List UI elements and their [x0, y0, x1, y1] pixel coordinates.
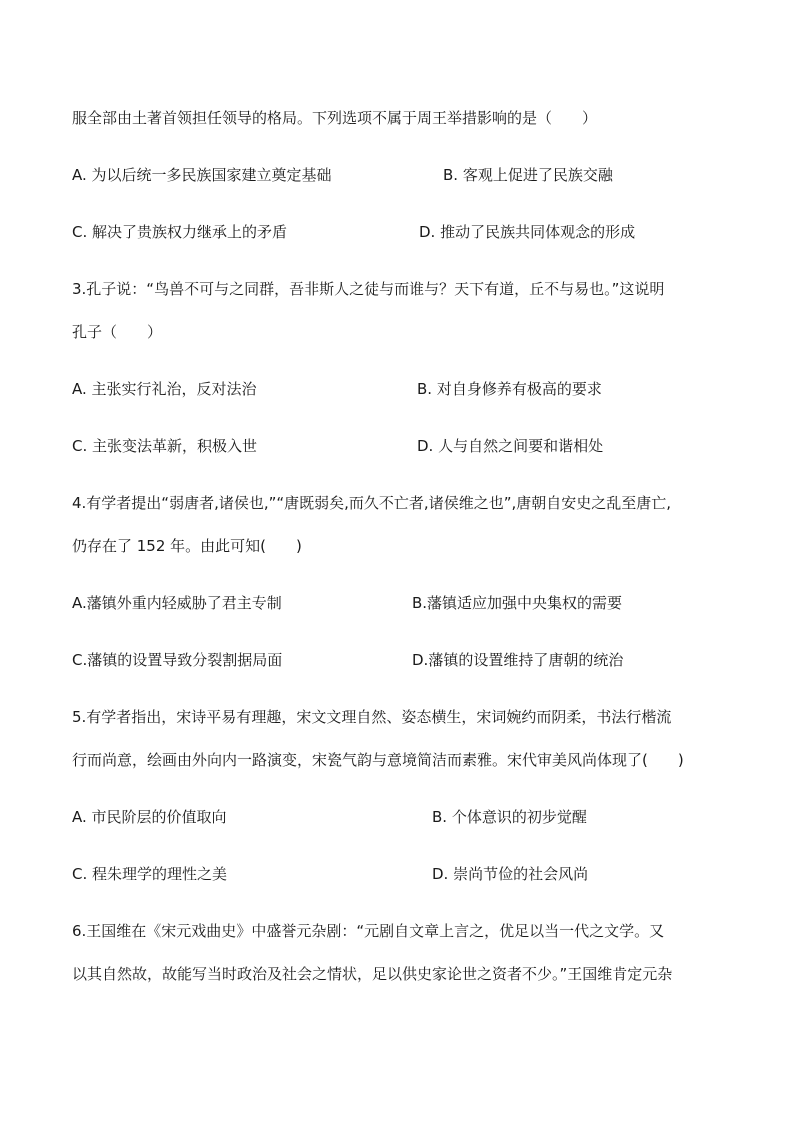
- question-2-option-a: A. 为以后统一多民族国家建立奠定基础: [72, 166, 332, 184]
- question-3-stem-line-2: 孔子（ ）: [72, 323, 163, 341]
- question-6-stem-line-2: 以其自然故，故能写当时政治及社会之情状，足以供史家论世之资者不少。”王国维肯定元杂: [72, 965, 673, 983]
- question-4-stem-line-2: 仍存在了 152 年。由此可知( ): [72, 537, 302, 555]
- question-5-option-b: B. 个体意识的初步觉醒: [432, 808, 587, 826]
- question-5-option-d: D. 崇尚节俭的社会风尚: [432, 865, 589, 883]
- question-5-stem-line-1: 5.有学者指出，宋诗平易有理趣，宋文文理自然、姿态横生，宋词婉约而阴柔，书法行楷流: [72, 708, 672, 726]
- question-3-option-d: D. 人与自然之间要和谐相处: [417, 437, 604, 455]
- question-6-stem-line-1: 6.王国维在《宋元戏曲史》中盛誉元杂剧：“元剧自文章上言之，优足以当一代之文学。又: [72, 922, 665, 940]
- question-2-stem-line: 服全部由土著首领担任领导的格局。下列选项不属于周王举措影响的是（ ）: [72, 109, 598, 127]
- question-2-option-c: C. 解决了贵族权力继承上的矛盾: [72, 223, 288, 241]
- question-2-option-b: B. 客观上促进了民族交融: [443, 166, 613, 184]
- question-4-option-b: B.藩镇适应加强中央集权的需要: [412, 594, 623, 612]
- question-4-option-d: D.藩镇的设置维持了唐朝的统治: [412, 651, 624, 669]
- question-2-option-d: D. 推动了民族共同体观念的形成: [419, 223, 636, 241]
- question-3-stem-line-1: 3.孔子说：“鸟兽不可与之同群，吾非斯人之徒与而谁与？天下有道，丘不与易也。”这说明: [72, 280, 665, 298]
- question-5-option-a: A. 市民阶层的价值取向: [72, 808, 227, 826]
- question-4-stem-line-1: 4.有学者提出“弱唐者,诸侯也,”“唐既弱矣,而久不亡者,诸侯维之也”,唐朝自安史之乱至唐亡,: [72, 494, 672, 512]
- question-5-option-c: C. 程朱理学的理性之美: [72, 865, 228, 883]
- question-4-option-a: A.藩镇外重内轻威胁了君主专制: [72, 594, 282, 612]
- question-4-option-c: C.藩镇的设置导致分裂割据局面: [72, 651, 283, 669]
- question-3-option-a: A. 主张实行礼治，反对法治: [72, 380, 257, 398]
- question-5-stem-line-2: 行而尚意，绘画由外向内一路演变，宋瓷气韵与意境简洁而素雅。宋代审美风尚体现了( ): [72, 751, 684, 769]
- question-3-option-b: B. 对自身修养有极高的要求: [417, 380, 602, 398]
- question-3-option-c: C. 主张变法革新，积极入世: [72, 437, 258, 455]
